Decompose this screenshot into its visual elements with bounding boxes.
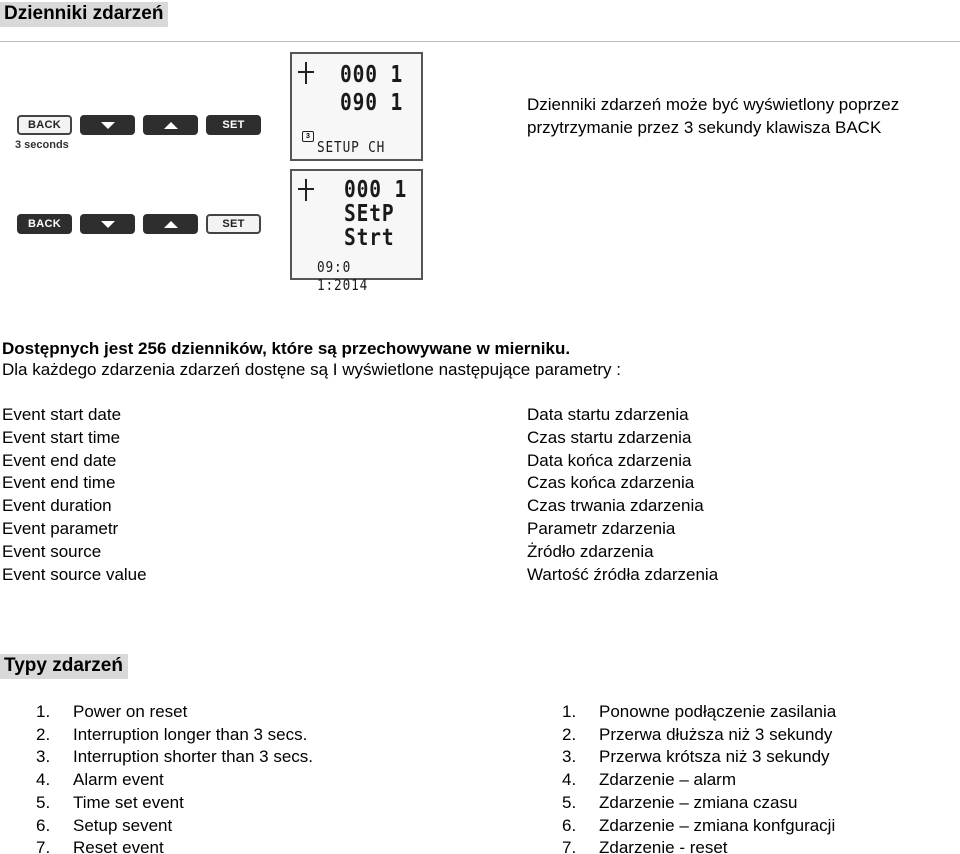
item-number: 3. bbox=[36, 747, 51, 767]
item-number: 5. bbox=[36, 792, 51, 812]
item-number: 7. bbox=[562, 838, 577, 854]
list-item bbox=[562, 769, 836, 792]
lcd-line-3: Strt bbox=[344, 225, 395, 251]
list-item: Parametr zdarzenia bbox=[527, 518, 676, 538]
item-text: Zdarzenie – zmiana czasu bbox=[599, 792, 798, 812]
item-number: 6. bbox=[36, 815, 51, 835]
lcd-line-2: 090 1 bbox=[340, 90, 404, 116]
list-item bbox=[562, 837, 836, 854]
item-text: Setup sevent bbox=[73, 815, 173, 835]
lcd-display-setup bbox=[290, 52, 423, 161]
list-item: Event end date bbox=[2, 450, 117, 470]
set-key: SET bbox=[206, 214, 261, 234]
item-text: Reset event bbox=[73, 838, 164, 854]
lcd-line-1: 000 1 bbox=[344, 177, 408, 203]
list-item bbox=[36, 837, 313, 854]
key-hold-hint: 3 seconds bbox=[15, 139, 69, 151]
lcd-line-1: 000 1 bbox=[340, 62, 404, 88]
item-text: Interruption longer than 3 secs. bbox=[73, 724, 308, 744]
list-item: Event start date bbox=[2, 405, 122, 424]
item-text: Przerwa krótsza niż 3 sekundy bbox=[599, 747, 830, 767]
arrow-down-icon bbox=[101, 221, 115, 228]
lcd-display-event bbox=[290, 169, 423, 294]
list-item bbox=[36, 792, 313, 815]
item-number: 3. bbox=[562, 747, 577, 767]
list-item: Event source value bbox=[2, 564, 147, 584]
item-number: 7. bbox=[36, 838, 51, 854]
lcd-bottom-datetime: 09:0 1:2014 bbox=[317, 258, 369, 294]
list-item: Event duration bbox=[2, 496, 112, 516]
arrow-up-icon bbox=[164, 122, 178, 129]
item-text: Interruption shorter than 3 secs. bbox=[73, 747, 314, 767]
item-number: 6. bbox=[562, 815, 577, 835]
list-item: Czas startu zdarzenia bbox=[527, 427, 692, 447]
divider bbox=[0, 41, 960, 42]
list-item bbox=[562, 746, 836, 769]
params-intro-text: Dla każdego zdarzenia zdarzeń dostęne są I wyświetlone następujące parametry : bbox=[2, 360, 621, 379]
list-item bbox=[36, 769, 313, 792]
list-item: Data końca zdarzenia bbox=[527, 450, 692, 470]
section-heading-logs: Dzienniki zdarzeń bbox=[0, 2, 168, 27]
arrow-down-icon bbox=[101, 122, 115, 129]
phase-axis-icon bbox=[298, 62, 314, 84]
up-key bbox=[143, 115, 198, 135]
section-heading-types: Typy zdarzeń bbox=[0, 654, 128, 679]
item-text: Przerwa dłuższa niż 3 sekundy bbox=[599, 724, 833, 744]
item-number: 4. bbox=[562, 770, 577, 790]
keypad-set-pressed bbox=[17, 214, 261, 234]
item-text: Power on reset bbox=[73, 702, 188, 721]
down-key bbox=[80, 115, 135, 135]
up-key bbox=[143, 214, 198, 234]
list-item: Żródło zdarzenia bbox=[527, 541, 654, 561]
item-number: 1. bbox=[36, 702, 51, 721]
list-item: Data startu zdarzenia bbox=[527, 405, 689, 424]
list-item bbox=[562, 792, 836, 815]
list-item: Czas końca zdarzenia bbox=[527, 473, 695, 493]
lcd-bottom-text: SETUP CH bbox=[317, 138, 386, 156]
keypad-back-pressed bbox=[17, 115, 261, 135]
list-item bbox=[36, 701, 313, 724]
back-key: BACK bbox=[17, 214, 72, 234]
event-params-english bbox=[2, 404, 147, 586]
available-logs-text: Dostępnych jest 256 dzienników, które są przechowywane w mierniku. bbox=[2, 339, 571, 358]
down-key bbox=[80, 214, 135, 234]
list-item bbox=[562, 724, 836, 747]
list-item bbox=[36, 746, 313, 769]
item-text: Alarm event bbox=[73, 770, 164, 790]
item-text: Zdarzenie – alarm bbox=[599, 770, 737, 790]
phase-axis-icon bbox=[298, 179, 314, 201]
lcd-line-2: SEtP bbox=[344, 201, 395, 227]
back-key: BACK bbox=[17, 115, 72, 135]
list-item bbox=[562, 701, 836, 724]
event-types-polish bbox=[562, 701, 836, 854]
event-params-polish bbox=[527, 404, 718, 586]
list-item: Wartość źródła zdarzenia bbox=[527, 564, 719, 584]
item-number: 1. bbox=[562, 702, 577, 721]
list-item bbox=[36, 724, 313, 747]
item-number: 4. bbox=[36, 770, 51, 790]
item-number: 2. bbox=[36, 724, 51, 744]
list-item: Czas trwania zdarzenia bbox=[527, 496, 704, 516]
lcd-indicator-badge: 3 bbox=[302, 131, 314, 142]
item-number: 5. bbox=[562, 792, 577, 812]
arrow-up-icon bbox=[164, 221, 178, 228]
list-item bbox=[36, 815, 313, 838]
list-item bbox=[562, 815, 836, 838]
list-item: Event end time bbox=[2, 473, 116, 493]
list-item: Event parametr bbox=[2, 518, 119, 538]
item-text: Zdarzenie - reset bbox=[599, 838, 728, 854]
intro-paragraph: Dzienniki zdarzeń może być wyświetlony poprzez przytrzymanie przez 3 sekundy klawisza BACK bbox=[527, 95, 900, 137]
item-text: Zdarzenie – zmiana konfguracji bbox=[599, 815, 836, 835]
event-types-english bbox=[36, 701, 313, 854]
item-text: Time set event bbox=[73, 792, 184, 812]
item-number: 2. bbox=[562, 724, 577, 744]
set-key: SET bbox=[206, 115, 261, 135]
item-text: Ponowne podłączenie zasilania bbox=[599, 702, 837, 721]
list-item: Event source bbox=[2, 541, 102, 561]
list-item: Event start time bbox=[2, 427, 121, 447]
